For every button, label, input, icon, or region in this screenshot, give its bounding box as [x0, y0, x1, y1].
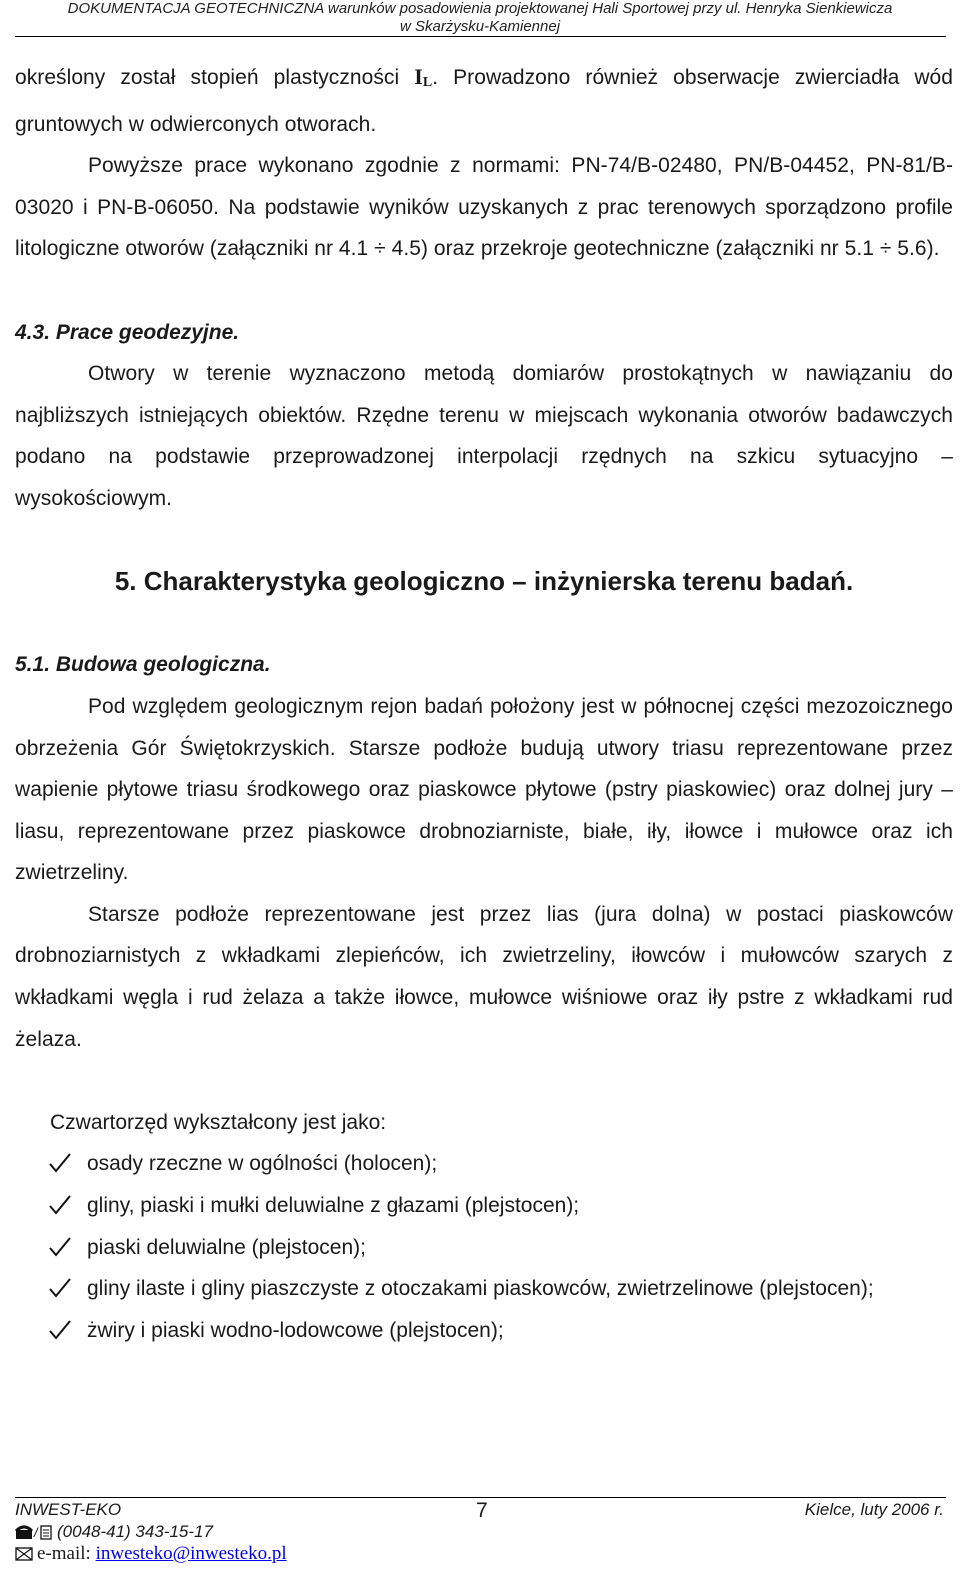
svg-text:/: / [34, 1525, 38, 1540]
document-body [15, 56, 953, 1351]
list-item: gliny, piaski i mułki deluwialne z głazami (plejstocen); [15, 1185, 953, 1227]
p1-text-before: określony został stopień plastyczności [15, 66, 415, 89]
list-item: piaski deluwialne (plejstocen); [15, 1227, 953, 1269]
paragraph-basement: Starsze podłoże reprezentowane jest przez lias (jura dolna) w postaci piaskowców drobnoziarnistych z wkładkami zlepieńców, ich zwietrzeliny, iłowców i mułowców szarych z wkładkami węgla i rud żelaza a także iłowce, mułowce wiśniowe oraz iły pstre z wkładkami rud żelaza. [15, 902, 953, 1051]
page-header [15, 0, 945, 36]
quaternary-intro: Czwartorzęd wykształcony jest jako: [50, 1110, 387, 1134]
checkmark-icon [49, 1278, 71, 1298]
footer-email-label: e-mail: [37, 1543, 96, 1564]
page-number: 7 [476, 1499, 488, 1522]
checkmark-icon [49, 1153, 71, 1173]
envelope-icon [15, 1547, 33, 1561]
list-item: żwiry i piaski wodno-lodowcowe (plejstocen); [15, 1310, 953, 1352]
paragraph-plasticity [15, 56, 953, 145]
footer-contact [15, 1499, 287, 1565]
section-heading-5: 5. Charakterystyka geologiczno – inżynierska terenu badań. [114, 566, 854, 597]
footer-company: INWEST-EKO [15, 1500, 122, 1519]
header-line-2: w Skarżysku-Kamiennej [399, 18, 561, 35]
checkmark-icon [49, 1320, 71, 1340]
footer-phone-line [15, 1521, 287, 1543]
plasticity-symbol: IL [414, 64, 433, 90]
paragraph-geodetic: Otwory w terenie wyznaczono metodą domiarów prostokątnych w nawiązaniu do najbliższych istniejących obiektów. Rzędne terenu w miejscach wykonania otworów badawczych podano na podstawie przeprowadzonej interpolacji rzędnych na szkicu sytuacyjno – wysokościowym. [15, 362, 953, 510]
section-heading-4-3: 4.3. Prace geodezyjne. [15, 320, 240, 344]
footer-phone: (0048-41) 343-15-17 [57, 1522, 213, 1541]
paragraph-norms: Powyższe prace wykonano zgodnie z normami: PN-74/B-02480, PN/B-04452, PN-81/B-03020 i PN-B-06050. Na podstawie wyników uzyskanych z prac terenowych sporządzono profile litologiczne otworów (załączniki nr 4.1 ÷ 4.5) oraz przekroje geotechniczne (załączniki nr 5.1 ÷ 5.6). [15, 154, 953, 261]
checkmark-icon [49, 1237, 71, 1257]
footer-place-date: Kielce, luty 2006 r. [804, 1500, 944, 1519]
footer-divider [15, 1497, 946, 1498]
list-item: osady rzeczne w ogólności (holocen); [15, 1143, 953, 1185]
paragraph-geology: Pod względem geologicznym rejon badań położony jest w północnej części mezozoicznego obrzeżenia Gór Świętokrzyskich. Starsze podłoże budują utwory triasu reprezentowane przez wapienie płytowe triasu środkowego oraz piaskowce płytowe (pstry piaskowiec) oraz dolnej jury – liasu, reprezentowane przez piaskowce drobnoziarniste, białe, iły, iłowce i mułowce oraz ich zwietrzeliny. [15, 694, 953, 885]
p1-text-after: . Prowadzono również obserwacje zwierciadła wód gruntowych w odwierconych otworach. [15, 66, 954, 136]
section-heading-5-1: 5.1. Budowa geologiczna. [15, 653, 271, 677]
list-item: gliny ilaste i gliny piaszczyste z otoczakami piaskowców, zwietrzelinowe (plejstocen); [15, 1268, 953, 1310]
phone-fax-icon [15, 1524, 53, 1540]
checkmark-icon [49, 1195, 71, 1215]
header-line-1: DOKUMENTACJA GEOTECHNICZNA warunków posadowienia projektowanej Hali Sportowej przy ul. Henryka Sienkiewicza [67, 0, 893, 17]
footer-email-line [15, 1543, 287, 1565]
email-link[interactable]: inwesteko@inwesteko.pl [95, 1543, 287, 1564]
header-divider [15, 36, 946, 37]
quaternary-list [15, 1143, 953, 1351]
